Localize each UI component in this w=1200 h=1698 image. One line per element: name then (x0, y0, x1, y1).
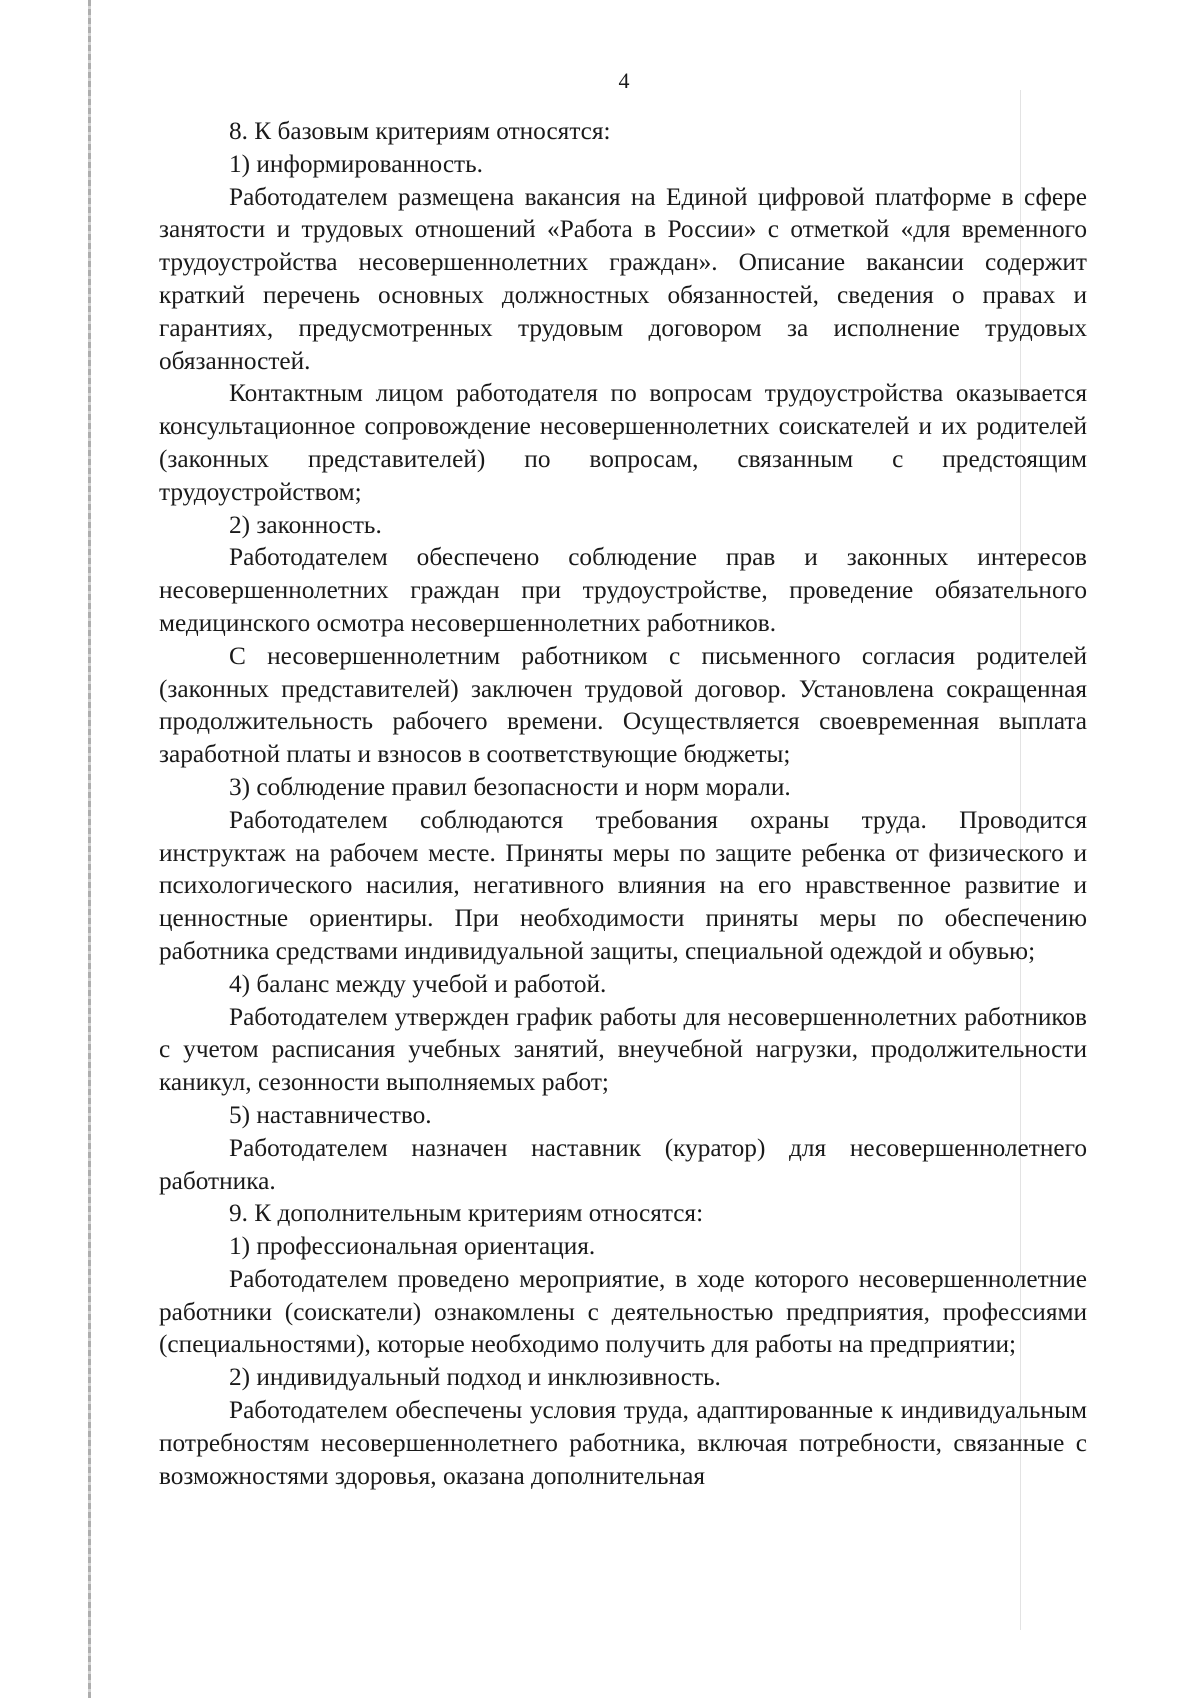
body-paragraph: С несовершеннолетним работником с письменного согласия родителей (законных представителей) заключен трудовой договор. Установлена сокращенная продолжительность рабочего времени. Осуществляется своевременная выплата заработной платы и взносов в соответствующие бюджеты; (159, 641, 1087, 769)
page-number: 4 (618, 68, 630, 93)
list-item-heading: 9. К дополнительным критериям относятся: (229, 1199, 704, 1228)
list-item-heading: 5) наставничество. (229, 1100, 432, 1129)
body-paragraph: Работодателем обеспечено соблюдение прав и законных интересов несовершеннолетних граждан при трудоустройстве, проведение обязательного медицинского осмотра несовершеннолетних работников. (159, 543, 1087, 637)
list-item-heading: 4) баланс между учебой и работой. (229, 969, 607, 998)
body-paragraph: Работодателем обеспечены условия труда, адаптированные к индивидуальным потребностям несовершеннолетнего работника, включая потребности, связанные с возможностями здоровья, оказана дополнительная (159, 1396, 1087, 1490)
body-paragraph: Работодателем проведено мероприятие, в ходе которого несовершеннолетние работники (соискатели) ознакомлены с деятельностью предприятия, профессиями (специальностями), которые необходимо получить для работы на предприятии; (159, 1264, 1087, 1359)
body-paragraph: Работодателем назначен наставник (куратор) для несовершеннолетнего работника. (159, 1133, 1087, 1195)
list-item-heading: 3) соблюдение правил безопасности и норм морали. (229, 772, 791, 801)
document-body (159, 115, 1087, 1492)
body-paragraph: Контактным лицом работодателя по вопросам трудоустройства оказывается консультационное сопровождение несовершеннолетних соискателей и их родителей (законных представителей) по вопросам, связанным с предстоящим трудоустройством; (159, 379, 1087, 506)
body-paragraph: Работодателем соблюдаются требования охраны труда. Проводится инструктаж на рабочем месте. Приняты меры по защите ребенка от физического и психологического насилия, негативного влияния на его нравственное развитие и ценностные ориентиры. При необходимости приняты меры по обеспечению работника средствами индивидуальной защиты, специальной одеждой и обувью; (159, 805, 1087, 965)
body-paragraph: Работодателем утвержден график работы для несовершеннолетних работников с учетом расписания учебных занятий, внеучебной нагрузки, продолжительности каникул, сезонности выполняемых работ; (159, 1002, 1087, 1097)
scan-left-edge (88, 0, 91, 1698)
list-item-heading: 2) индивидуальный подход и инклюзивность. (229, 1363, 721, 1392)
list-item-heading: 1) профессиональная ориентация. (229, 1232, 596, 1261)
list-item-heading: 1) информированность. (229, 149, 483, 178)
body-paragraph: Работодателем размещена вакансия на Единой цифровой платформе в сфере занятости и трудовых отношений «Работа в России» с отметкой «для временного трудоустройства несовершеннолетних граждан». Описание вакансии содержит краткий перечень основных должностных обязанностей, сведения о правах и гарантиях, предусмотренных трудовым договором за исполнение трудовых обязанностей. (159, 182, 1087, 375)
list-item-heading: 8. К базовым критериям относятся: (229, 117, 611, 145)
list-item-heading: 2) законность. (229, 510, 382, 539)
